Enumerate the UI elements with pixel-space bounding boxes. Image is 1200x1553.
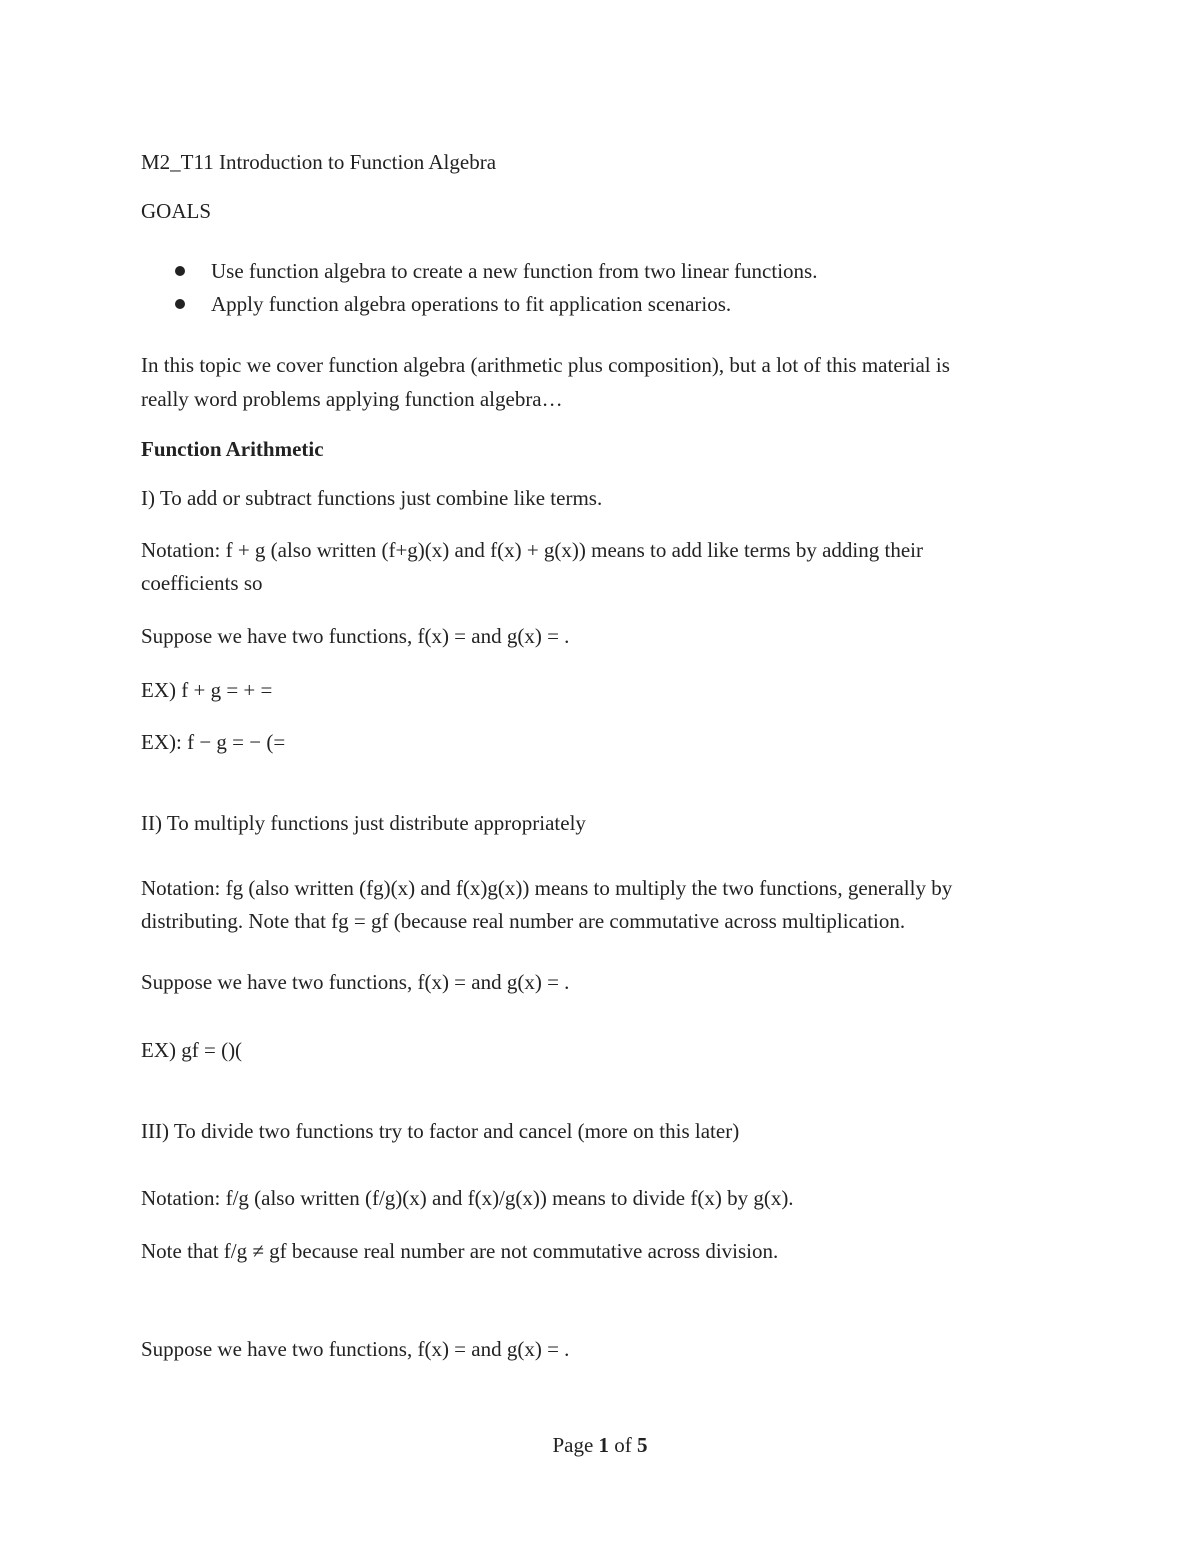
part1-heading: I) To add or subtract functions just combine like terms. <box>141 486 603 510</box>
bullet-dot <box>175 299 185 309</box>
part1-suppose: Suppose we have two functions, f(x) = and g(x) = . <box>141 624 570 648</box>
part2-example-1: EX) gf = ()( <box>141 1038 243 1062</box>
part3-notation: Notation: f/g (also written (f/g)(x) and f(x)/g(x)) means to divide f(x) by g(x). <box>141 1186 794 1210</box>
page-footer <box>0 1428 1200 1462</box>
part1-example-1: EX) f + g = + = <box>141 678 273 702</box>
part3-suppose: Suppose we have two functions, f(x) = and g(x) = . <box>141 1337 570 1361</box>
page-label: Page <box>552 1433 594 1457</box>
page-total: 5 <box>637 1433 648 1457</box>
intro-line-2: really word problems applying function algebra… <box>141 387 563 411</box>
part2-heading: II) To multiply functions just distribute appropriately <box>141 811 586 835</box>
part2-notation-line-2: distributing. Note that fg = gf (because real number are commutative across multiplication. <box>141 909 906 933</box>
document-title: M2_T11 Introduction to Function Algebra <box>141 150 497 174</box>
part3-heading: III) To divide two functions try to factor and cancel (more on this later) <box>141 1119 740 1143</box>
page-current: 1 <box>598 1433 610 1457</box>
goals-heading: GOALS <box>141 199 212 223</box>
intro-line-1: In this topic we cover function algebra (arithmetic plus composition), but a lot of this material is <box>141 353 950 377</box>
of-label: of <box>614 1433 632 1457</box>
bullet-dot <box>175 266 185 276</box>
part1-notation-line-1: Notation: f + g (also written (f+g)(x) and f(x) + g(x)) means to add like terms by adding their <box>141 538 923 562</box>
part1-notation-line-2: coefficients so <box>141 571 263 595</box>
part1-example-2: EX): f − g = − (= <box>141 730 286 754</box>
part3-note: Note that f/g ≠ gf because real number are not commutative across division. <box>141 1239 779 1263</box>
section-heading: Function Arithmetic <box>141 437 324 461</box>
goal-item-1: Use function algebra to create a new function from two linear functions. <box>211 259 818 283</box>
part2-notation-line-1: Notation: fg (also written (fg)(x) and f(x)g(x)) means to multiply the two functions, generally by <box>141 876 953 900</box>
goal-item-2: Apply function algebra operations to fit application scenarios. <box>211 292 732 316</box>
part2-suppose: Suppose we have two functions, f(x) = and g(x) = . <box>141 970 570 994</box>
